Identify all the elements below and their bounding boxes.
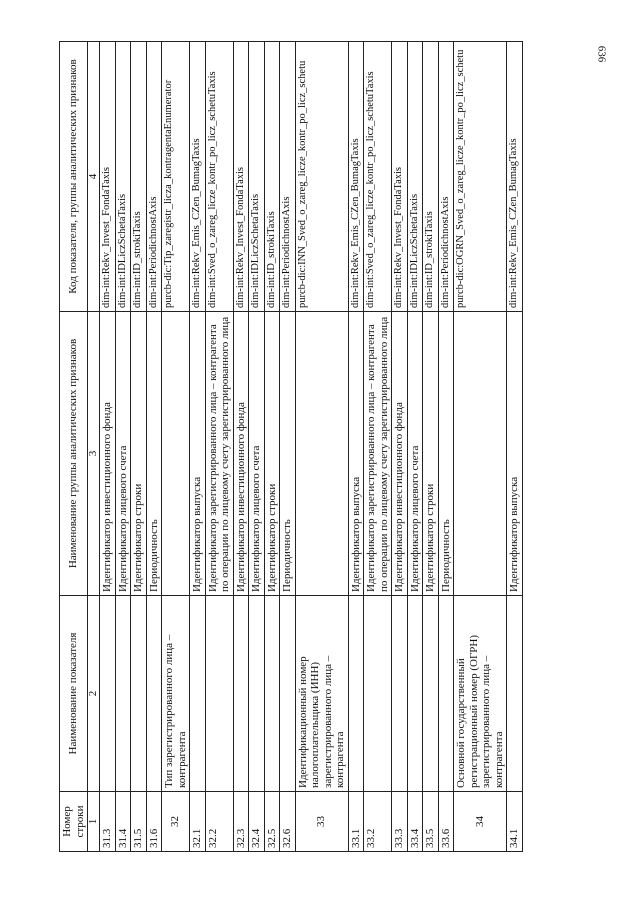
indicator-code: dim-int:ID_strokiTaxis (423, 42, 439, 312)
group-name (295, 312, 348, 596)
group-name: Идентификатор инвестиционного фонда (392, 312, 408, 596)
indicator-code: purcb-dic:Tip_zaregistr_licza_kontragentaEnumerator (162, 42, 190, 312)
indicator-code: dim-int:Rekv_Invest_FondaTaxis (392, 42, 408, 312)
row-number: 31.4 (115, 792, 131, 852)
row-number: 32.3 (233, 792, 249, 852)
group-name: Идентификатор инвестиционного фонда (100, 312, 116, 596)
indicator-name (438, 596, 454, 792)
indicator-name (190, 596, 206, 792)
row-number: 33.1 (348, 792, 364, 852)
indicator-code: dim-int:ID_strokiTaxis (264, 42, 280, 312)
group-name: Периодичность (438, 312, 454, 596)
header-row-number: Номер строки (60, 792, 88, 852)
indicator-code: dim-int:PeriodichnostAxis (146, 42, 162, 312)
group-name: Идентификатор строки (423, 312, 439, 596)
indicator-name (146, 596, 162, 792)
column-numbers-row (88, 42, 100, 852)
table-row (454, 42, 507, 852)
group-name: Идентификатор выпуска (190, 312, 206, 596)
indicator-code: dim-int:ID_strokiTaxis (131, 42, 147, 312)
indicator-code: dim-int:Rekv_Invest_FondaTaxis (233, 42, 249, 312)
header-group-name: Наименование группы аналитических признаков (60, 312, 88, 596)
group-name: Идентификатор лицевого счета (249, 312, 265, 596)
row-number: 32.5 (264, 792, 280, 852)
table-row (233, 42, 249, 852)
row-number: 31.3 (100, 792, 116, 852)
group-name: Периодичность (280, 312, 296, 596)
table-header-row (60, 42, 88, 852)
indicator-code: dim-int:Rekv_Emis_CZen_BumagTaxis (348, 42, 364, 312)
indicator-table (59, 41, 523, 852)
indicator-name (348, 596, 364, 792)
row-number: 33.2 (364, 792, 392, 852)
table-row (507, 42, 523, 852)
indicator-name (249, 596, 265, 792)
row-number: 34 (454, 792, 507, 852)
row-number: 31.6 (146, 792, 162, 852)
table-row (146, 42, 162, 852)
row-number: 32.4 (249, 792, 265, 852)
indicator-name (423, 596, 439, 792)
table-row (162, 42, 190, 852)
indicator-code: dim-int:IDLiczSchetaTaxis (115, 42, 131, 312)
indicator-name (280, 596, 296, 792)
group-name: Идентификатор лицевого счета (407, 312, 423, 596)
group-name (162, 312, 190, 596)
table-row (407, 42, 423, 852)
row-number: 31.5 (131, 792, 147, 852)
indicator-name (115, 596, 131, 792)
indicator-name (100, 596, 116, 792)
row-number: 33.5 (423, 792, 439, 852)
table-row (392, 42, 408, 852)
table-row (100, 42, 116, 852)
row-number: 33.4 (407, 792, 423, 852)
table-row (438, 42, 454, 852)
indicator-name: Основной государственный регистрационный номер (ОГРН) зарегистрированного лица – контрагента (454, 596, 507, 792)
group-name: Идентификатор лицевого счета (115, 312, 131, 596)
table-row (348, 42, 364, 852)
table-row (280, 42, 296, 852)
group-name: Идентификатор инвестиционного фонда (233, 312, 249, 596)
row-number: 32 (162, 792, 190, 852)
indicator-code: purcb-dic:OGRN_Sved_o_zareg_licze_kontr_po_licz_schetu (454, 42, 507, 312)
indicator-code: dim-int:Rekv_Invest_FondaTaxis (100, 42, 116, 312)
indicator-name (205, 596, 233, 792)
column-number: 2 (88, 596, 100, 792)
group-name: Периодичность (146, 312, 162, 596)
indicator-code: dim-int:Sved_o_zareg_licze_kontr_po_licz_schetuTaxis (364, 42, 392, 312)
indicator-name: Тип зарегистрированного лица – контрагента (162, 596, 190, 792)
group-name: Идентификатор зарегистрированного лица – контрагента по операции по лицевому счету зарегистрированного лица (364, 312, 392, 596)
indicator-name (364, 596, 392, 792)
column-number: 1 (88, 792, 100, 852)
table-row (295, 42, 348, 852)
table-row (205, 42, 233, 852)
group-name: Идентификатор строки (131, 312, 147, 596)
group-name: Идентификатор зарегистрированного лица – контрагента по операции по лицевому счету зарегистрированного лица (205, 312, 233, 596)
table-row (423, 42, 439, 852)
row-number: 34.1 (507, 792, 523, 852)
row-number: 33 (295, 792, 348, 852)
indicator-name (264, 596, 280, 792)
header-code: Код показателя, группы аналитических признаков (60, 42, 88, 312)
indicator-code: dim-int:Sved_o_zareg_licze_kontr_po_licz_schetuTaxis (205, 42, 233, 312)
indicator-name (407, 596, 423, 792)
indicator-code: dim-int:PeriodichnostAxis (438, 42, 454, 312)
table-body (100, 42, 523, 852)
group-name: Идентификатор строки (264, 312, 280, 596)
indicator-code: dim-int:PeriodichnostAxis (280, 42, 296, 312)
indicator-code: dim-int:Rekv_Emis_CZen_BumagTaxis (190, 42, 206, 312)
group-name: Идентификатор выпуска (507, 312, 523, 596)
table-row (190, 42, 206, 852)
row-number: 33.6 (438, 792, 454, 852)
row-number: 32.1 (190, 792, 206, 852)
indicator-code: dim-int:Rekv_Emis_CZen_BumagTaxis (507, 42, 523, 312)
table-row (364, 42, 392, 852)
group-name (454, 312, 507, 596)
column-number: 3 (88, 312, 100, 596)
row-number: 32.2 (205, 792, 233, 852)
indicator-name (392, 596, 408, 792)
rotated-table-container (59, 42, 587, 852)
indicator-name (233, 596, 249, 792)
row-number: 32.6 (280, 792, 296, 852)
column-number: 4 (88, 42, 100, 312)
table-row (115, 42, 131, 852)
table-row (131, 42, 147, 852)
table-row (264, 42, 280, 852)
header-indicator-name: Наименование показателя (60, 596, 88, 792)
indicator-name (507, 596, 523, 792)
indicator-name: Идентификационный номер налогоплательщика (ИНН) зарегистрированного лица – контрагента (295, 596, 348, 792)
indicator-name (131, 596, 147, 792)
group-name: Идентификатор выпуска (348, 312, 364, 596)
row-number: 33.3 (392, 792, 408, 852)
indicator-code: dim-int:IDLiczSchetaTaxis (407, 42, 423, 312)
table-row (249, 42, 265, 852)
indicator-code: dim-int:IDLiczSchetaTaxis (249, 42, 265, 312)
page-number: 636 (595, 45, 608, 63)
indicator-code: purcb-dic:INN_Sved_o_zareg_licze_kontr_po_licz_schetu (295, 42, 348, 312)
